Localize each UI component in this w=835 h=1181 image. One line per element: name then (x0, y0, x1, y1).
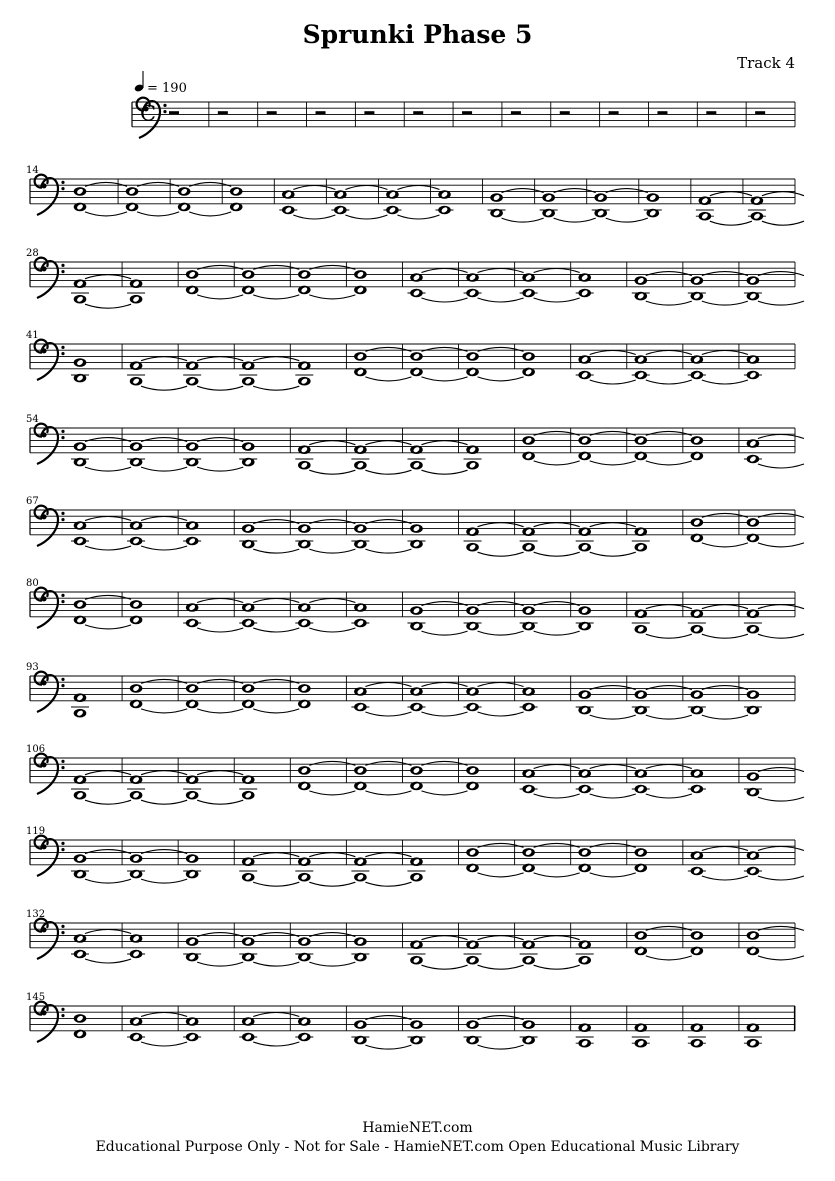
measure-number: 119 (26, 826, 46, 837)
whole-rest-icon (657, 111, 667, 114)
tie-upper (646, 926, 692, 930)
tie-lower (309, 791, 355, 795)
tie-lower (253, 1042, 299, 1046)
tie-upper (197, 679, 243, 683)
tie-lower (478, 712, 524, 716)
tie-lower (421, 298, 467, 302)
tie-lower (421, 631, 467, 635)
tie-lower (758, 301, 804, 305)
tie-lower (606, 218, 648, 222)
tie-lower (758, 876, 804, 880)
tie-upper (758, 847, 804, 851)
tie-lower (141, 879, 187, 883)
tie-upper (646, 605, 692, 609)
tie-upper (421, 441, 467, 445)
tie-upper (702, 272, 748, 276)
whole-rest-icon (169, 111, 179, 114)
tie-upper (421, 936, 467, 940)
tie-lower (293, 215, 335, 219)
tie-lower (554, 218, 596, 222)
tie-lower (365, 712, 411, 716)
tie-upper (85, 182, 127, 186)
whole-rest-icon (560, 111, 570, 114)
bass-clef-head (41, 844, 46, 849)
tie-lower (141, 709, 187, 713)
tie-lower (534, 794, 580, 798)
tie-lower (85, 800, 131, 804)
tie-lower (702, 301, 748, 305)
bass-clef-dot-lower (61, 684, 64, 687)
bass-clef-dot-upper (61, 346, 64, 349)
bass-clef-head (41, 680, 46, 685)
tie-lower (478, 377, 524, 381)
tie-upper (758, 926, 804, 930)
tie-upper (646, 272, 692, 276)
tie-lower (590, 873, 636, 877)
subtitle: Track 4 (737, 54, 795, 72)
tie-lower (141, 467, 187, 471)
tie-lower (345, 215, 387, 219)
tie-upper (478, 936, 524, 940)
tie-upper (421, 683, 467, 687)
tie-lower (197, 386, 243, 390)
tie-upper (197, 357, 243, 361)
bass-clef-dot-upper (61, 264, 64, 267)
tie-lower (309, 549, 355, 553)
time-signature: C (140, 101, 157, 126)
measure-number: 14 (26, 165, 39, 176)
bass-clef-icon (35, 919, 58, 959)
tie-lower (590, 794, 636, 798)
tie-lower (646, 956, 692, 960)
tie-upper (478, 843, 524, 847)
tie-upper (141, 1013, 187, 1017)
measure-number: 80 (26, 578, 39, 589)
tie-upper (534, 765, 580, 769)
bass-clef-dot-upper (61, 430, 64, 433)
tie-upper (197, 933, 243, 937)
bass-clef-head (41, 183, 46, 188)
tie-lower (197, 467, 243, 471)
measure-number: 67 (26, 496, 39, 507)
tie-lower (85, 467, 131, 471)
tie-upper (309, 933, 355, 937)
bass-clef-icon (35, 588, 58, 628)
bass-clef-dot-upper (163, 104, 166, 107)
tie-upper (85, 595, 131, 599)
bass-clef-dot-upper (61, 594, 64, 597)
measure-number: 145 (26, 992, 46, 1003)
tie-upper (590, 765, 636, 769)
tie-lower (534, 552, 580, 556)
tie-lower (646, 794, 692, 798)
tie-lower (253, 295, 299, 299)
bass-clef-dot-lower (61, 436, 64, 439)
bass-clef-dot-upper (61, 842, 64, 845)
bass-clef-dot-lower (61, 1014, 64, 1017)
tie-lower (421, 712, 467, 716)
tie-upper (646, 765, 692, 769)
tie-upper (534, 936, 580, 940)
bass-clef-dot-lower (61, 187, 64, 190)
tie-upper (554, 189, 596, 193)
tie-lower (141, 386, 187, 390)
tie-lower (478, 631, 524, 635)
whole-rest-icon (267, 111, 277, 114)
tie-upper (421, 269, 467, 273)
tie-upper (189, 182, 231, 186)
tie-upper (141, 850, 187, 854)
tie-lower (253, 709, 299, 713)
tie-upper (253, 1013, 299, 1017)
tie-lower (646, 634, 692, 638)
tie-upper (365, 347, 411, 351)
tie-upper (309, 853, 355, 857)
tie-lower (478, 1045, 524, 1049)
tie-lower (478, 873, 524, 877)
tie-lower (534, 631, 580, 635)
tie-lower (421, 377, 467, 381)
tie-lower (141, 546, 187, 550)
tie-upper (197, 771, 243, 775)
bass-clef-head (41, 348, 46, 353)
bass-clef-dot-lower (163, 110, 166, 113)
tie-lower (85, 212, 127, 216)
tie-upper (253, 265, 299, 269)
measure-number: 132 (26, 909, 46, 920)
tie-upper (421, 761, 467, 765)
tie-upper (478, 602, 524, 606)
bass-clef-icon (35, 175, 58, 215)
whole-rest-icon (511, 111, 521, 114)
tie-upper (85, 850, 131, 854)
bass-clef-dot-lower (61, 270, 64, 273)
tie-upper (309, 441, 355, 445)
tie-lower (421, 470, 467, 474)
tie-lower (702, 715, 748, 719)
tie-upper (365, 1016, 411, 1020)
tie-upper (421, 347, 467, 351)
tie-lower (253, 628, 299, 632)
tie-lower (85, 546, 131, 550)
tie-upper (702, 513, 748, 517)
tie-upper (253, 357, 299, 361)
tie-upper (702, 847, 748, 851)
tie-lower (590, 461, 636, 465)
whole-rest-icon (755, 111, 765, 114)
tie-upper (758, 435, 804, 439)
tie-lower (702, 380, 748, 384)
tie-lower (702, 543, 748, 547)
tie-lower (85, 959, 131, 963)
tie-lower (309, 882, 355, 886)
tie-lower (197, 962, 243, 966)
tie-lower (421, 965, 467, 969)
tie-lower (253, 386, 299, 390)
tie-upper (365, 520, 411, 524)
tie-upper (309, 761, 355, 765)
tie-upper (646, 686, 692, 690)
tie-upper (534, 269, 580, 273)
tie-upper (197, 438, 243, 442)
whole-rest-icon (316, 111, 326, 114)
footer-note: Educational Purpose Only - Not for Sale - HamieNET.com Open Educational Music Library (95, 1139, 740, 1155)
whole-rest-icon (706, 111, 716, 114)
bass-clef-head (41, 927, 46, 932)
tie-upper (365, 853, 411, 857)
tie-lower (309, 962, 355, 966)
tie-upper (85, 930, 131, 934)
tie-upper (762, 192, 804, 196)
tie-upper (253, 520, 299, 524)
tie-lower (646, 715, 692, 719)
tie-lower (646, 461, 692, 465)
whole-rest-icon (462, 111, 472, 114)
tie-lower (253, 549, 299, 553)
bass-clef-dot-lower (61, 518, 64, 521)
tie-lower (646, 380, 692, 384)
tie-upper (502, 189, 544, 193)
tie-upper (85, 771, 131, 775)
tie-upper (758, 768, 804, 772)
tie-upper (758, 272, 804, 276)
tie-lower (534, 965, 580, 969)
tie-lower (309, 628, 355, 632)
tie-lower (141, 1042, 187, 1046)
measure-number: 106 (26, 744, 46, 755)
bass-clef-icon (35, 340, 58, 380)
tie-lower (309, 295, 355, 299)
tie-lower (590, 380, 636, 384)
tie-lower (421, 791, 467, 795)
tie-upper (309, 599, 355, 603)
tie-lower (590, 552, 636, 556)
bass-clef-head (41, 514, 46, 519)
tempo-marking: = 190 (147, 81, 187, 96)
bass-clef-dot-upper (61, 678, 64, 681)
tie-upper (590, 843, 636, 847)
tie-lower (137, 212, 179, 216)
tie-lower (397, 215, 439, 219)
tie-upper (141, 438, 187, 442)
tie-lower (758, 634, 804, 638)
bass-clef-dot-upper (61, 181, 64, 184)
tie-lower (710, 221, 752, 225)
tie-lower (365, 470, 411, 474)
tie-lower (141, 800, 187, 804)
tie-upper (397, 186, 439, 190)
tie-upper (710, 192, 752, 196)
tie-lower (197, 709, 243, 713)
tie-lower (758, 797, 804, 801)
tie-lower (197, 800, 243, 804)
tie-lower (365, 1045, 411, 1049)
bass-clef-head (41, 432, 46, 437)
tie-upper (137, 182, 179, 186)
tie-lower (85, 304, 131, 308)
measure-number: 41 (26, 330, 39, 341)
tie-upper (606, 189, 648, 193)
whole-rest-icon (218, 111, 228, 114)
tie-upper (758, 605, 804, 609)
tie-lower (189, 212, 231, 216)
measure-number: 28 (26, 248, 39, 259)
tie-upper (197, 265, 243, 269)
tie-upper (534, 843, 580, 847)
whole-rest-icon (413, 111, 423, 114)
tie-upper (590, 431, 636, 435)
tie-lower (534, 461, 580, 465)
tie-upper (253, 599, 299, 603)
bass-clef-dot-lower (61, 600, 64, 603)
tie-lower (365, 377, 411, 381)
tie-upper (345, 186, 387, 190)
tie-upper (646, 431, 692, 435)
tie-upper (85, 275, 131, 279)
tie-lower (702, 876, 748, 880)
tie-upper (534, 602, 580, 606)
tie-upper (590, 686, 636, 690)
tie-upper (590, 351, 636, 355)
tie-lower (253, 962, 299, 966)
tie-lower (758, 956, 804, 960)
tie-lower (309, 470, 355, 474)
tie-lower (365, 791, 411, 795)
bass-clef-dot-lower (61, 766, 64, 769)
tie-upper (141, 357, 187, 361)
bass-clef-icon (35, 754, 58, 794)
tie-upper (141, 771, 187, 775)
tie-lower (197, 295, 243, 299)
bass-clef-icon (35, 258, 58, 298)
bass-clef-head (41, 596, 46, 601)
tie-lower (534, 298, 580, 302)
tie-upper (365, 761, 411, 765)
tie-upper (478, 269, 524, 273)
tie-upper (702, 351, 748, 355)
tie-upper (646, 351, 692, 355)
tie-lower (197, 628, 243, 632)
tie-upper (478, 1016, 524, 1020)
footer-site: HamieNET.com (362, 1120, 473, 1136)
tie-upper (309, 265, 355, 269)
tie-upper (293, 186, 335, 190)
tie-upper (309, 520, 355, 524)
tie-upper (365, 683, 411, 687)
tie-upper (702, 605, 748, 609)
tie-upper (253, 853, 299, 857)
measure-number: 54 (26, 414, 39, 425)
tie-lower (758, 464, 804, 468)
tie-upper (141, 679, 187, 683)
bass-clef-icon (35, 506, 58, 546)
tie-lower (85, 625, 131, 629)
tie-lower (758, 543, 804, 547)
tie-upper (141, 517, 187, 521)
bass-clef-head (41, 266, 46, 271)
whole-rest-icon (364, 111, 374, 114)
tie-upper (85, 438, 131, 442)
bass-clef-dot-upper (61, 760, 64, 763)
tie-lower (502, 218, 544, 222)
bass-clef-head (41, 1010, 46, 1015)
tie-upper (590, 523, 636, 527)
bass-clef-dot-lower (61, 931, 64, 934)
tie-lower (646, 301, 692, 305)
tie-lower (762, 221, 804, 225)
tie-upper (197, 599, 243, 603)
tie-lower (534, 873, 580, 877)
bass-clef-dot-lower (61, 848, 64, 851)
tie-lower (478, 552, 524, 556)
bass-clef-icon (35, 672, 58, 712)
bass-clef-icon (35, 1002, 58, 1042)
tie-lower (702, 634, 748, 638)
tie-upper (478, 683, 524, 687)
tie-upper (365, 441, 411, 445)
bass-clef-icon (35, 424, 58, 464)
tie-lower (85, 879, 131, 883)
tie-lower (253, 882, 299, 886)
tie-upper (421, 602, 467, 606)
page-title: Sprunki Phase 5 (302, 20, 533, 49)
bass-clef-icon (35, 836, 58, 876)
bass-clef-dot-upper (61, 512, 64, 515)
bass-clef-dot-upper (61, 925, 64, 928)
tie-lower (365, 549, 411, 553)
bass-clef-dot-lower (61, 352, 64, 355)
tie-upper (253, 933, 299, 937)
bass-clef-dot-upper (61, 1008, 64, 1011)
tie-upper (758, 513, 804, 517)
measure-number: 93 (26, 662, 39, 673)
tie-lower (590, 715, 636, 719)
tie-upper (85, 517, 131, 521)
tie-upper (702, 686, 748, 690)
tie-upper (253, 679, 299, 683)
tie-lower (478, 965, 524, 969)
bass-clef-head (41, 762, 46, 767)
tie-upper (534, 523, 580, 527)
tie-upper (478, 347, 524, 351)
tie-upper (478, 523, 524, 527)
tie-upper (534, 431, 580, 435)
tie-lower (478, 298, 524, 302)
whole-rest-icon (609, 111, 619, 114)
tie-lower (365, 882, 411, 886)
